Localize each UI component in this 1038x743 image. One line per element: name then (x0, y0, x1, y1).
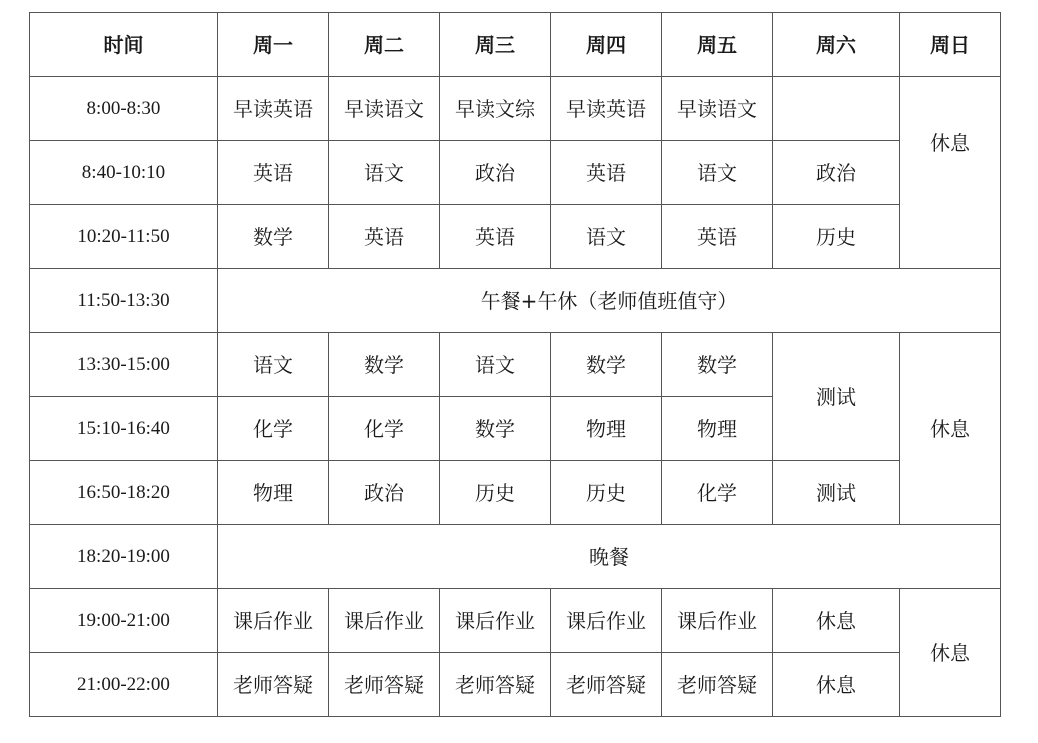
header-day: 周一 (218, 13, 329, 77)
header-day: 周六 (773, 13, 900, 77)
class-cell: 化学 (662, 461, 773, 525)
class-cell: 休息 (773, 589, 900, 653)
class-cell: 数学 (329, 333, 440, 397)
class-cell: 物理 (662, 397, 773, 461)
time-slot: 18:20-19:00 (30, 525, 218, 589)
class-cell: 早读语文 (662, 77, 773, 141)
class-cell: 语文 (662, 141, 773, 205)
time-slot: 13:30-15:00 (30, 333, 218, 397)
table-row (30, 205, 1001, 269)
time-slot: 8:00-8:30 (30, 77, 218, 141)
header-day: 周日 (900, 13, 1001, 77)
class-cell: 课后作业 (440, 589, 551, 653)
class-cell: 课后作业 (662, 589, 773, 653)
dinner-break-cell: 晚餐 (218, 525, 1001, 589)
class-cell: 政治 (440, 141, 551, 205)
class-cell: 数学 (662, 333, 773, 397)
sunday-afternoon-cell: 休息 (900, 333, 1001, 525)
table-row (30, 141, 1001, 205)
time-slot: 21:00-22:00 (30, 653, 218, 717)
class-cell: 化学 (329, 397, 440, 461)
table-row (30, 589, 1001, 653)
class-cell: 英语 (329, 205, 440, 269)
table-row (30, 333, 1001, 397)
class-cell: 物理 (218, 461, 329, 525)
class-cell: 老师答疑 (329, 653, 440, 717)
class-cell: 早读英语 (551, 77, 662, 141)
class-cell: 政治 (329, 461, 440, 525)
class-cell: 英语 (551, 141, 662, 205)
class-cell: 物理 (551, 397, 662, 461)
header-day: 周四 (551, 13, 662, 77)
class-cell: 老师答疑 (662, 653, 773, 717)
class-cell: 课后作业 (218, 589, 329, 653)
header-day: 周二 (329, 13, 440, 77)
time-slot: 8:40-10:10 (30, 141, 218, 205)
class-cell: 老师答疑 (218, 653, 329, 717)
class-cell: 历史 (551, 461, 662, 525)
sunday-morning-cell: 休息 (900, 77, 1001, 269)
class-cell: 数学 (551, 333, 662, 397)
table-row (30, 77, 1001, 141)
class-cell: 老师答疑 (551, 653, 662, 717)
header-row (30, 13, 1001, 77)
class-cell: 早读文综 (440, 77, 551, 141)
class-cell: 化学 (218, 397, 329, 461)
header-time: 时间 (30, 13, 218, 77)
class-cell: 语文 (329, 141, 440, 205)
time-slot: 19:00-21:00 (30, 589, 218, 653)
class-cell: 政治 (773, 141, 900, 205)
header-day: 周五 (662, 13, 773, 77)
class-cell: 休息 (773, 653, 900, 717)
class-cell: 英语 (662, 205, 773, 269)
class-cell: 语文 (551, 205, 662, 269)
saturday-test-cell: 测试 (773, 333, 900, 461)
table-row (30, 461, 1001, 525)
sunday-evening-cell: 休息 (900, 589, 1001, 717)
class-cell: 测试 (773, 461, 900, 525)
class-cell: 英语 (440, 205, 551, 269)
class-cell: 课后作业 (551, 589, 662, 653)
class-cell: 老师答疑 (440, 653, 551, 717)
class-cell: 语文 (440, 333, 551, 397)
class-cell: 语文 (218, 333, 329, 397)
time-slot: 11:50-13:30 (30, 269, 218, 333)
class-cell: 早读英语 (218, 77, 329, 141)
class-cell (773, 77, 900, 141)
time-slot: 10:20-11:50 (30, 205, 218, 269)
table-row (30, 525, 1001, 589)
time-slot: 15:10-16:40 (30, 397, 218, 461)
table-row (30, 653, 1001, 717)
class-cell: 历史 (773, 205, 900, 269)
class-cell: 课后作业 (329, 589, 440, 653)
class-cell: 数学 (218, 205, 329, 269)
class-cell: 历史 (440, 461, 551, 525)
class-cell: 英语 (218, 141, 329, 205)
table-row (30, 269, 1001, 333)
class-schedule-table (29, 12, 1001, 717)
lunch-break-cell: 午餐+午休（老师值班值守） (218, 269, 1001, 333)
header-day: 周三 (440, 13, 551, 77)
time-slot: 16:50-18:20 (30, 461, 218, 525)
class-cell: 早读语文 (329, 77, 440, 141)
class-cell: 数学 (440, 397, 551, 461)
